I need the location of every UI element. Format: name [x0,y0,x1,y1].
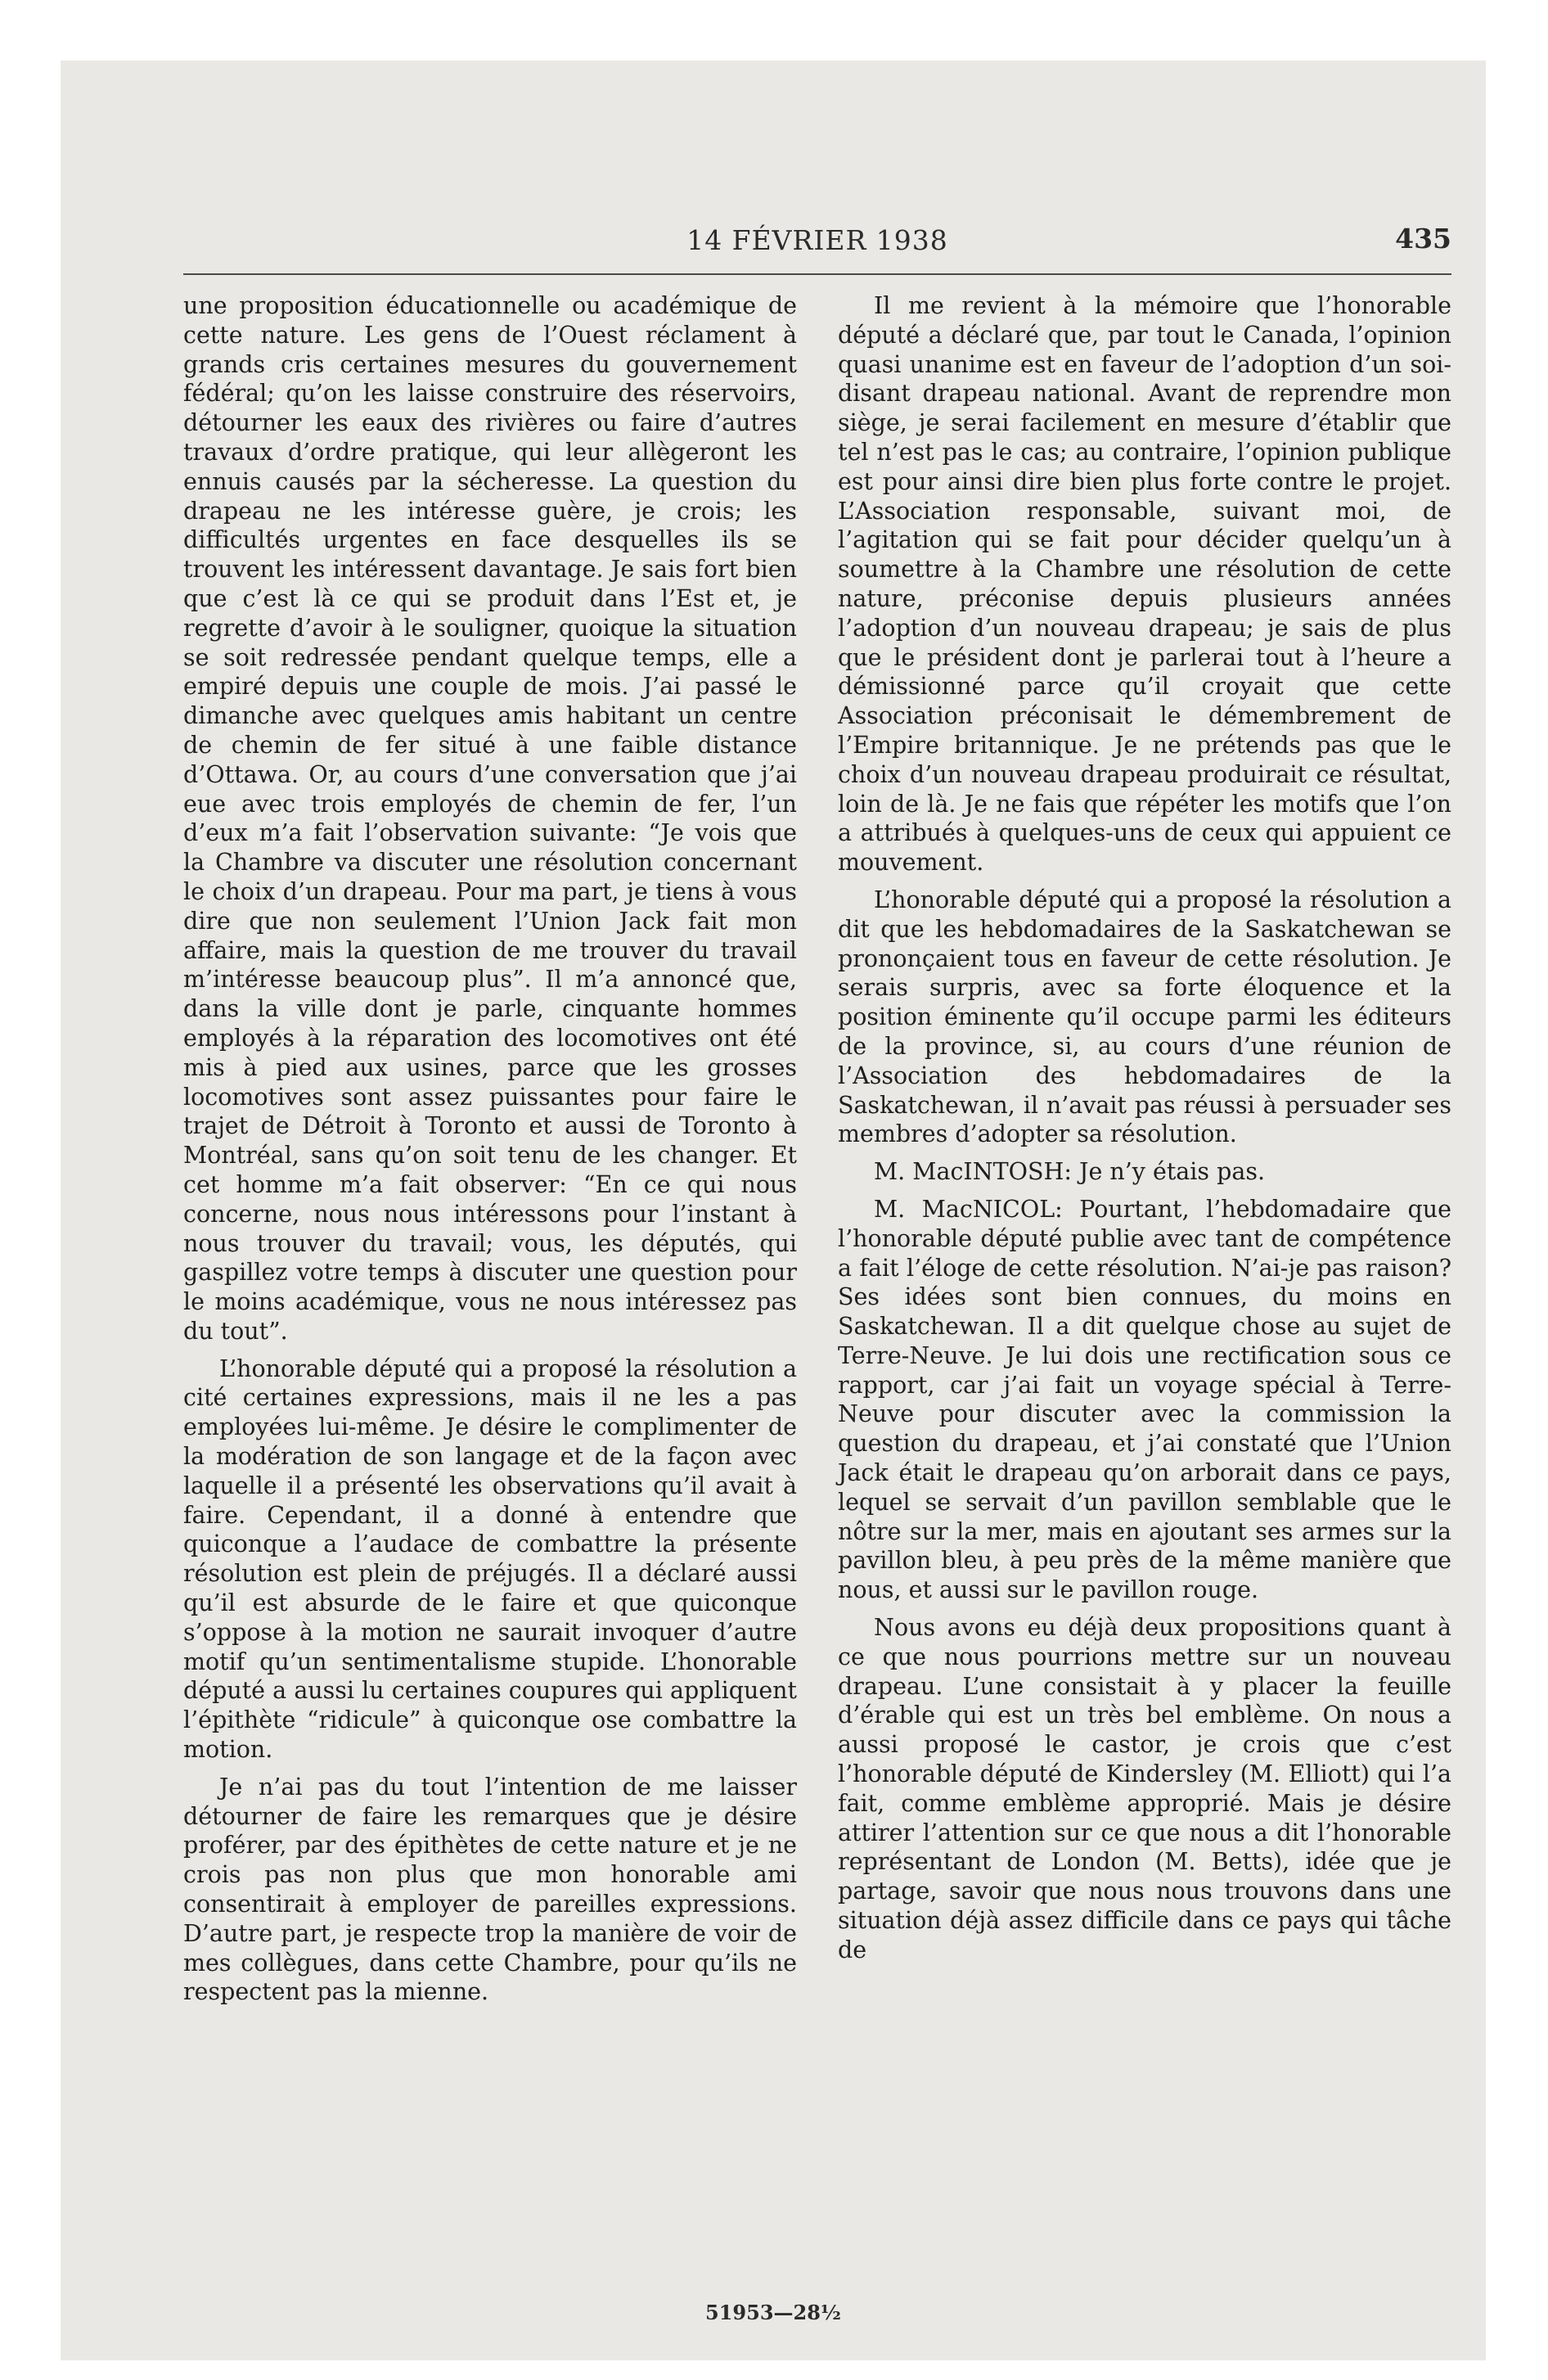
paragraph: M. MacNICOL: Pourtant, l’hebdomadaire que l’honorable député publie avec tant de compétence a fait l’éloge de cette résolution. N’ai-je pas raison? Ses idées sont bien connues, du moins en Saskatchewan. Il a dit quelque chose au sujet de Terre-Neuve. Je lui dois une rectification sous ce rapport, car j’ai fait un voyage spécial à Terre-Neuve pour discuter avec la commission la question du drapeau, et j’ai constaté que l’Union Jack était le drapeau qu’on arborait dans ce pays, lequel se servait d’un pavillon semblable que le nôtre sur la mer, mais en ajoutant ses armes sur la pavillon bleu, à peu près de la même manière que nous, et aussi sur le pavillon rouge. [838,1195,1451,1604]
speaker-remark: M. MacINTOSH: Je n’y étais pas. [874,1158,1266,1186]
paragraph: L’honorable député qui a proposé la résolution a cité certaines expressions, mais il ne les a pas employées lui-même. Je désire le complimenter de la modération de son langage et de la façon avec laquelle il a présenté les observations qu’il avait à faire. Cependant, il a donné à entendre que quiconque a l’audace de combattre la présente résolution est plein de préjugés. Il a déclaré aussi qu’il est absurde de le faire et que quiconque s’oppose à la motion ne saurait invoquer d’autre motif qu’un sentimentalisme stupide. L’honorable député a aussi lu certaines coupures qui appliquent l’épithète “ridicule” à quiconque ose combattre la motion. [183,1355,797,1764]
printer-signature: 51953—28½ [705,2301,841,2324]
header-rule [183,273,1451,275]
paragraph: Nous avons eu déjà deux propositions quant à ce que nous pourrions mettre sur un nouveau drapeau. L’une consistait à y placer la feuille d’érable qui est un très bel emblème. On nous a aussi proposé le castor, je crois que c’est l’honorable député de Kindersley (M. Elliott) qui l’a fait, comme emblème approprié. Mais je désire attirer l’attention sur ce que nous a dit l’honorable représentant de London (M. Betts), idée que je partage, savoir que nous nous trouvons dans une situation déjà assez difficile dans ce pays qui tâche de [838,1614,1451,1963]
page-number: 435 [1395,223,1451,255]
paragraph: une proposition éducationnelle ou académique de cette nature. Les gens de l’Ouest réclament à grands cris certaines mesures du gouvernement fédéral; qu’on les laisse construire des réservoirs, détourner les eaux des rivières ou faire d’autres travaux d’ordre pratique, qui leur allègeront les ennuis causés par la sécheresse. La question du drapeau ne les intéresse guère, je crois; les difficultés urgentes en face desquelles ils se trouvent les intéressent davantage. Je sais fort bien que c’est là ce qui se produit dans l’Est et, je regrette d’avoir à le souligner, quoique la situation se soit redressée pendant quelque temps, elle a empiré depuis une couple de mois. J’ai passé le dimanche avec quelques amis habitant un centre de chemin de fer situé à une faible distance d’Ottawa. Or, au cours d’une conversation que j’ai eue avec trois employés de chemin de fer, l’un d’eux m’a fait l’observation suivante: “Je vois que la Chambre va discuter une résolution concernant le choix d’un drapeau. Pour ma part, je tiens à vous dire que non seulement l’Union Jack fait mon affaire, mais la question de me trouver du travail m’intéresse beaucoup plus”. Il m’a annoncé que, dans la ville dont je parle, cinquante hommes employés à la réparation des locomotives ont été mis à pied aux usines, parce que les grosses locomotives sont assez puissantes pour faire le trajet de Détroit à Toronto et aussi de Toronto à Montréal, sans qu’on soit tenu de les changer. Et cet homme m’a fait observer: “En ce qui nous concerne, nous nous intéressons pour l’instant à nous trouver du travail; vous, les députés, qui gaspillez votre temps à discuter une question pour le moins académique, vous ne nous intéressez pas du tout”. [183,292,797,1345]
paragraph: Je n’ai pas du tout l’intention de me laisser détourner de faire les remarques que je désire proférer, par des épithètes de cette nature et je ne crois pas non plus que mon honorable ami consentirait à employer de pareilles expressions. D’autre part, je respecte trop la manière de voir de mes collègues, dans cette Chambre, pour qu’ils ne respectent pas la mienne. [183,1773,797,2006]
paragraph: L’honorable député qui a proposé la résolution a dit que les hebdomadaires de la Saskatchewan se prononçaient tous en faveur de cette résolution. Je serais surpris, avec sa forte éloquence et la position éminente qu’il occupe parmi les éditeurs de la province, si, au cours d’une réunion de l’Association des hebdomadaires de la Saskatchewan, il n’avait pas réussi à persuader ses membres d’adopter sa résolution. [838,886,1451,1148]
paragraph: Il me revient à la mémoire que l’honorable député a déclaré que, par tout le Canada, l’opinion quasi unanime est en faveur de l’adoption d’un soi-disant drapeau national. Avant de reprendre mon siège, je serai facilement en mesure d’établir que tel n’est pas le cas; au contraire, l’opinion publique est pour ainsi dire bien plus forte contre le projet. L’Association responsable, suivant moi, de l’agitation qui se fait pour décider quelqu’un à soumettre à la Chambre une résolution de cette nature, préconise depuis plusieurs années l’adoption d’un nouveau drapeau; je sais de plus que le président dont je parlerai tout à l’heure a démissionné parce qu’il croyait que cette Association préconisait le démembrement de l’Empire britannique. Je ne prétends pas que le choix d’un nouveau drapeau produirait ce résultat, loin de là. Je ne fais que répéter les motifs que l’on a attribués à quelques-uns de ceux qui appuient ce mouvement. [838,292,1451,877]
left-column [183,291,797,2007]
page-header [183,216,1451,265]
page-date: 14 FÉVRIER 1938 [686,224,948,256]
scanned-page [61,61,1486,2360]
right-column [838,291,1451,1965]
